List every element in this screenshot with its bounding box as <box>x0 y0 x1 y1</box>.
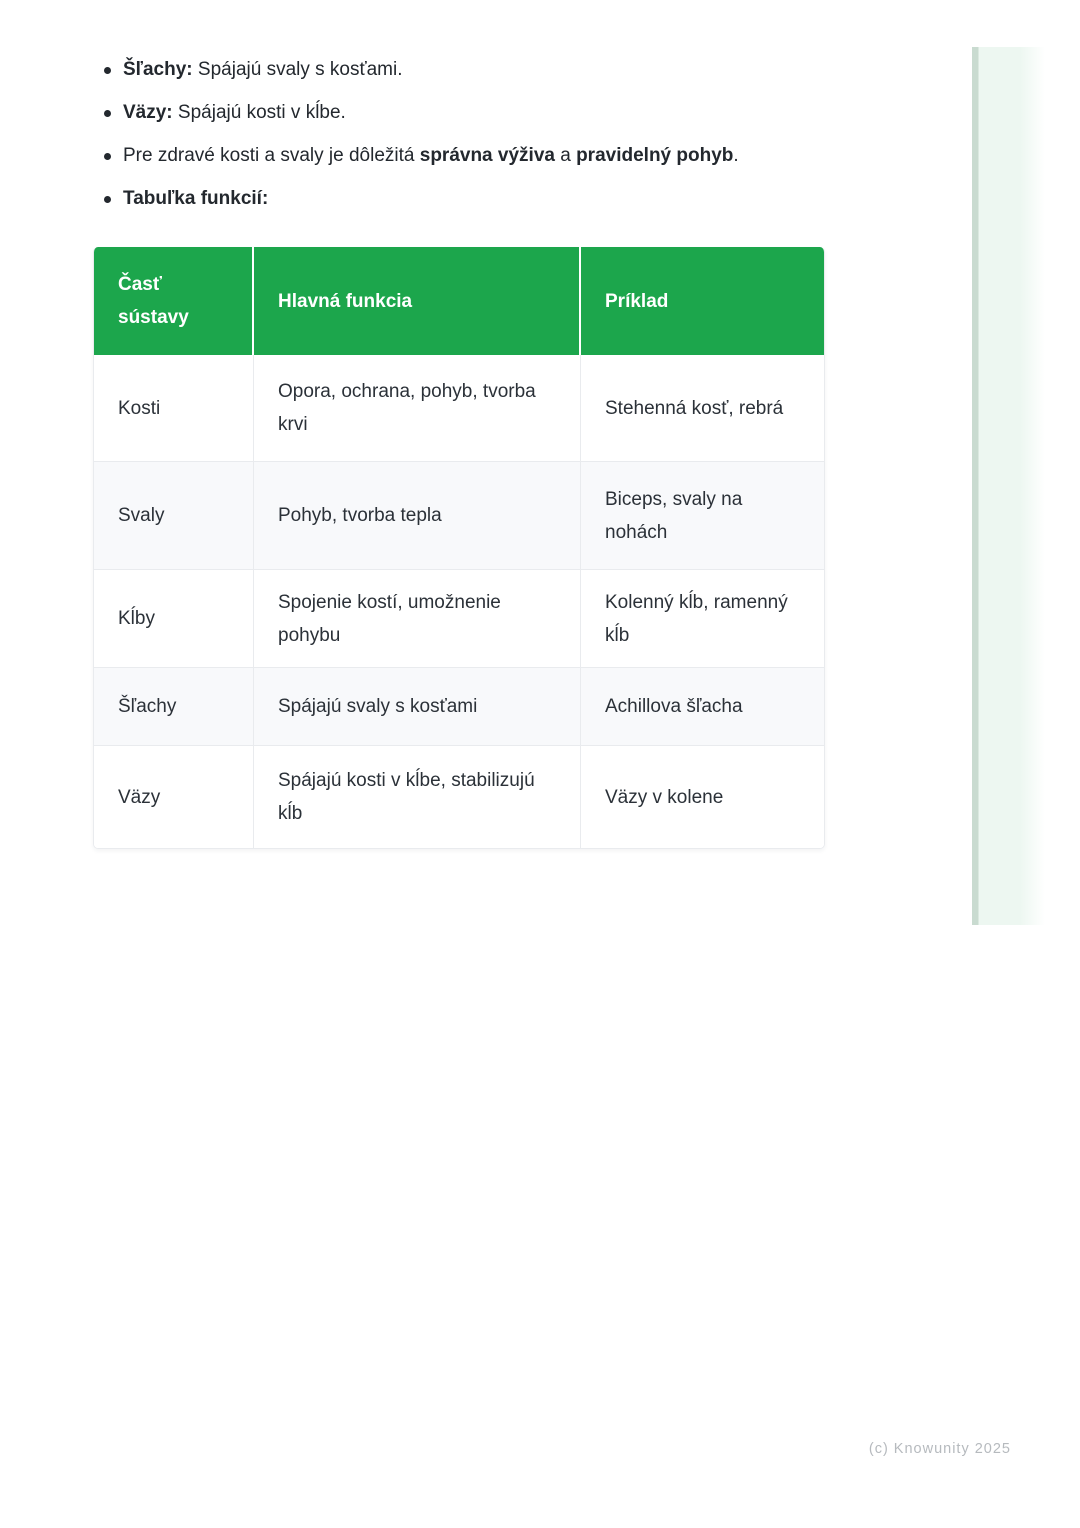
bullet-icon <box>104 110 111 117</box>
table-cell: Kosti <box>94 355 254 462</box>
list-item <box>93 99 825 127</box>
bullet-text <box>123 185 825 213</box>
table-row <box>94 668 825 746</box>
table-header-cell: Príklad <box>581 247 825 355</box>
bullet-text <box>123 142 825 170</box>
bullet-text <box>123 99 825 127</box>
table-row <box>94 570 825 668</box>
table-cell: Šľachy <box>94 668 254 746</box>
table-row <box>94 746 825 848</box>
bullet-segment: . <box>733 145 739 166</box>
list-item <box>93 142 825 170</box>
table-cell: Väzy <box>94 746 254 848</box>
footer-copyright: (c) Knowunity 2025 <box>868 1441 1011 1457</box>
table-row <box>94 355 825 462</box>
bullet-definition: Spájajú kosti v kĺbe. <box>172 102 346 123</box>
bullet-segment-bold: pravidelný pohyb <box>576 145 734 166</box>
table-cell: Svaly <box>94 462 254 570</box>
list-item <box>93 56 825 84</box>
functions-table <box>94 247 825 848</box>
table-cell: Kĺby <box>94 570 254 668</box>
table-cell: Biceps, svaly na nohách <box>581 462 825 570</box>
table-cell: Pohyb, tvorba tepla <box>254 462 581 570</box>
table-caption-label: Tabuľka funkcií: <box>123 188 269 209</box>
table-cell: Spájajú svaly s kosťami <box>254 668 581 746</box>
bullet-icon <box>104 196 111 203</box>
bullet-icon <box>104 153 111 160</box>
table-cell: Spájajú kosti v kĺbe, stabilizujú kĺb <box>254 746 581 848</box>
bullet-list <box>93 56 825 213</box>
table-cell: Väzy v kolene <box>581 746 825 848</box>
document-content <box>93 56 825 849</box>
bullet-term: Šľachy: <box>123 59 193 80</box>
table-header-row <box>94 247 825 355</box>
table-cell: Kolenný kĺb, ramenný kĺb <box>581 570 825 668</box>
bullet-definition: Spájajú svaly s kosťami. <box>192 59 403 80</box>
table-cell: Opora, ochrana, pohyb, tvorba krvi <box>254 355 581 462</box>
bullet-icon <box>104 67 111 74</box>
bullet-text <box>123 56 825 84</box>
table-header-cell: Hlavná funkcia <box>254 247 581 355</box>
table-cell: Stehenná kosť, rebrá <box>581 355 825 462</box>
bullet-segment: a <box>554 145 577 166</box>
table-row <box>94 462 825 570</box>
page-edge-band <box>972 47 1045 925</box>
table-cell: Spojenie kostí, umožnenie pohybu <box>254 570 581 668</box>
bullet-segment: Pre zdravé kosti a svaly je dôležitá <box>123 145 420 166</box>
bullet-segment-bold: správna výživa <box>419 145 555 166</box>
list-item <box>93 185 825 213</box>
bullet-term: Väzy: <box>123 102 173 123</box>
functions-table-container <box>93 247 825 849</box>
table-cell: Achillova šľacha <box>581 668 825 746</box>
table-header-cell: Časť sústavy <box>94 247 254 355</box>
